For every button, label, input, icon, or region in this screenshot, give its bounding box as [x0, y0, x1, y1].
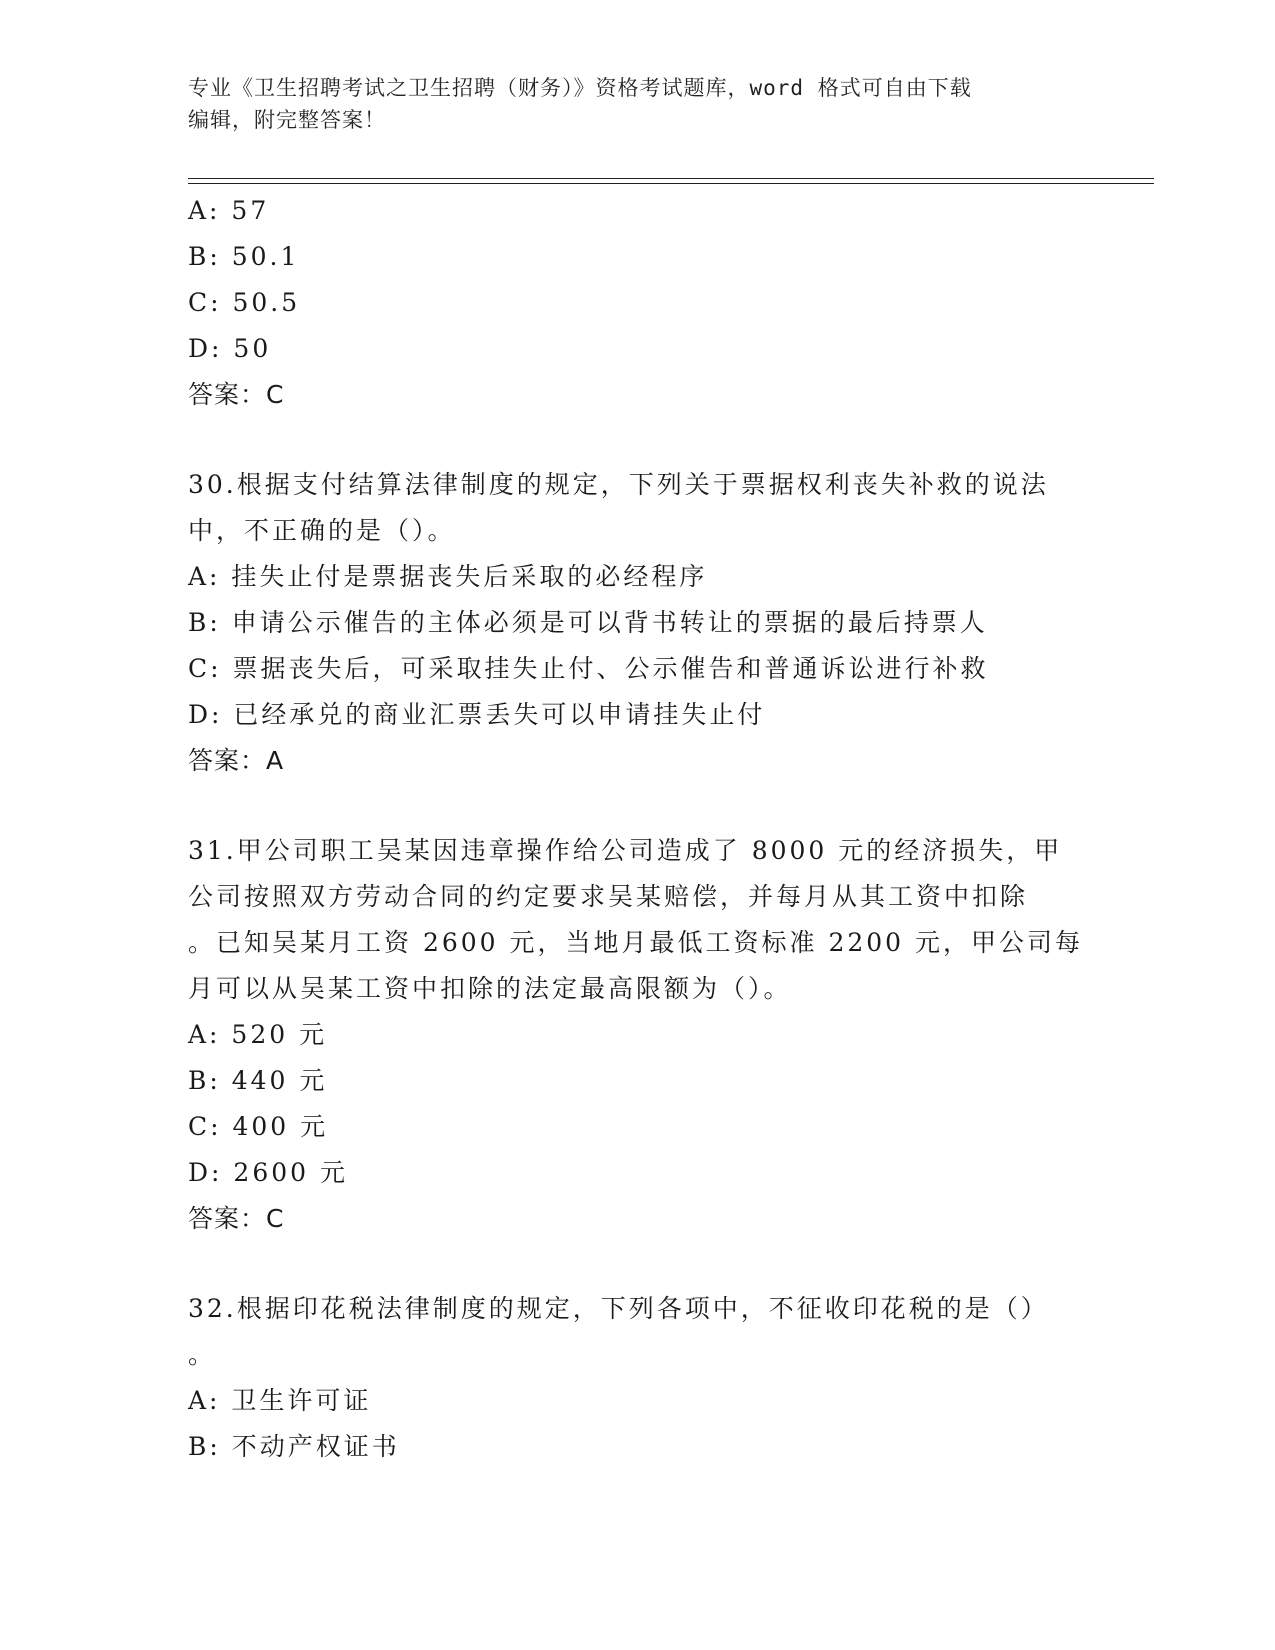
- option-d: D: 已经承兑的商业汇票丢失可以申请挂失止付: [188, 700, 766, 729]
- option-c: C: 50.5: [188, 288, 301, 317]
- header-line-1: 专业《卫生招聘考试之卫生招聘（财务）》资格考试题库，word 格式可自由下载: [188, 76, 972, 100]
- option-a: A: 57: [188, 196, 270, 225]
- option-a: A: 挂失止付是票据丧失后采取的必经程序: [188, 562, 708, 591]
- question-text: 30.根据支付结算法律制度的规定，下列关于票据权利丧失补救的说法中，不正确的是（）。: [188, 470, 1049, 545]
- answer-line: 答案：C: [188, 380, 285, 409]
- question-list: [188, 188, 1088, 1470]
- option-b: B: 50.1: [188, 242, 300, 271]
- document-header: [188, 72, 1088, 136]
- header-divider-bottom: [188, 183, 1154, 184]
- question-text-line-3: 。已知吴某月工资 2600 元，当地月最低工资标准 2200 元，甲公司每: [188, 928, 1084, 957]
- question-30: [188, 462, 1088, 784]
- option-d: D: 2600 元: [188, 1158, 348, 1187]
- option-b: B: 440 元: [188, 1066, 328, 1095]
- header-line-2: 编辑，附完整答案！: [188, 108, 386, 132]
- option-b: B: 申请公示催告的主体必须是可以背书转让的票据的最后持票人: [188, 608, 988, 637]
- option-d: D: 50: [188, 334, 272, 363]
- option-a: A: 520 元: [188, 1020, 328, 1049]
- question-32: [188, 1286, 1088, 1470]
- question-text-line-4: 月可以从吴某工资中扣除的法定最高限额为（）。: [188, 974, 792, 1003]
- question-text-line-1: 31.甲公司职工吴某因违章操作给公司造成了 8000 元的经济损失，甲: [188, 836, 1063, 865]
- option-c: C: 票据丧失后，可采取挂失止付、公示催告和普通诉讼进行补救: [188, 654, 989, 683]
- option-a: A: 卫生许可证: [188, 1386, 372, 1415]
- question-text-line-2: 公司按照双方劳动合同的约定要求吴某赔偿，并每月从其工资中扣除: [188, 882, 1029, 911]
- question-29: [188, 188, 1088, 418]
- answer-line: 答案：A: [188, 746, 285, 775]
- option-b: B: 不动产权证书: [188, 1432, 400, 1461]
- question-text-line-1: 32.根据印花税法律制度的规定，下列各项中，不征收印花税的是（）: [188, 1294, 1049, 1323]
- header-divider-top: [188, 178, 1154, 179]
- question-31: [188, 828, 1088, 1242]
- option-c: C: 400 元: [188, 1112, 329, 1141]
- answer-line: 答案：C: [188, 1204, 285, 1233]
- question-text-line-2: 。: [188, 1340, 217, 1369]
